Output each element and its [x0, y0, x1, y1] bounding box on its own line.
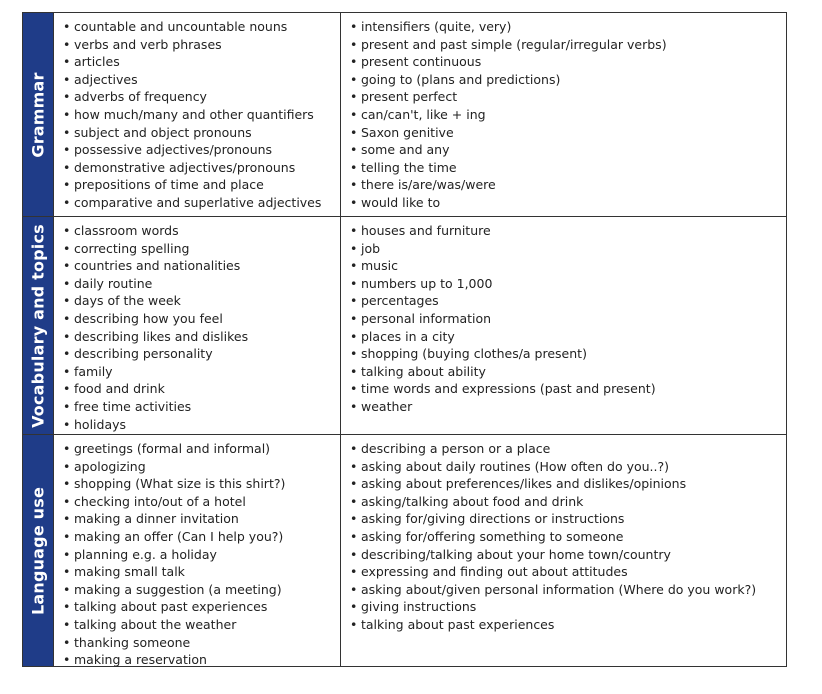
language-use-right-column — [340, 435, 786, 666]
grammar-right-column — [340, 13, 786, 216]
list-item: • present and past simple (regular/irregular verbs) — [350, 36, 786, 54]
list-item: • can/can't, like + ing — [350, 106, 786, 124]
list-item: • correcting spelling — [63, 240, 340, 258]
section-grammar — [23, 13, 786, 216]
list-item: • numbers up to 1,000 — [350, 275, 786, 293]
list-item: • telling the time — [350, 159, 786, 177]
list-item: • how much/many and other quantifiers — [63, 106, 340, 124]
list-item: • demonstrative adjectives/pronouns — [63, 159, 340, 177]
list-item: • places in a city — [350, 328, 786, 346]
list-item: • daily routine — [63, 275, 340, 293]
grammar-left-list — [54, 13, 340, 212]
language-use-right-list — [341, 435, 786, 634]
list-item: • days of the week — [63, 292, 340, 310]
list-item: • describing/talking about your home town/country — [350, 546, 786, 564]
section-heading: Grammar — [28, 71, 48, 158]
section-heading-cell — [23, 435, 53, 666]
list-item: • describing personality — [63, 345, 340, 363]
list-item: • apologizing — [63, 458, 340, 476]
list-item: • time words and expressions (past and present) — [350, 380, 786, 398]
list-item: • making a reservation — [63, 651, 340, 669]
list-item: • adverbs of frequency — [63, 88, 340, 106]
list-item: • weather — [350, 398, 786, 416]
vocabulary-left-column — [53, 217, 340, 434]
list-item: • subject and object pronouns — [63, 124, 340, 142]
list-item: • prepositions of time and place — [63, 176, 340, 194]
section-heading: Language use — [28, 486, 48, 615]
list-item: • there is/are/was/were — [350, 176, 786, 194]
list-item: • shopping (buying clothes/a present) — [350, 345, 786, 363]
list-item: • asking for/offering something to someone — [350, 528, 786, 546]
list-item: • houses and furniture — [350, 222, 786, 240]
list-item: • intensifiers (quite, very) — [350, 18, 786, 36]
vocabulary-left-list — [54, 217, 340, 433]
list-item: • countable and uncountable nouns — [63, 18, 340, 36]
list-item: • comparative and superlative adjectives — [63, 194, 340, 212]
language-use-left-column — [53, 435, 340, 666]
list-item: • thanking someone — [63, 634, 340, 652]
section-heading-cell — [23, 13, 53, 216]
list-item: • music — [350, 257, 786, 275]
list-item: • classroom words — [63, 222, 340, 240]
list-item: • holidays — [63, 416, 340, 434]
list-item: • describing how you feel — [63, 310, 340, 328]
list-item: • describing a person or a place — [350, 440, 786, 458]
list-item: • asking/talking about food and drink — [350, 493, 786, 511]
list-item: • would like to — [350, 194, 786, 212]
list-item: • free time activities — [63, 398, 340, 416]
vocabulary-right-list — [341, 217, 786, 416]
list-item: • talking about the weather — [63, 616, 340, 634]
list-item: • going to (plans and predictions) — [350, 71, 786, 89]
list-item: • shopping (What size is this shirt?) — [63, 475, 340, 493]
list-item: • family — [63, 363, 340, 381]
list-item: • greetings (formal and informal) — [63, 440, 340, 458]
list-item: • Saxon genitive — [350, 124, 786, 142]
list-item: • planning e.g. a holiday — [63, 546, 340, 564]
list-item: • talking about past experiences — [350, 616, 786, 634]
list-item: • articles — [63, 53, 340, 71]
list-item: • adjectives — [63, 71, 340, 89]
vocabulary-right-column — [340, 217, 786, 434]
list-item: • food and drink — [63, 380, 340, 398]
list-item: • asking about daily routines (How often do you..?) — [350, 458, 786, 476]
list-item: • expressing and finding out about attitudes — [350, 563, 786, 581]
list-item: • talking about past experiences — [63, 598, 340, 616]
section-vocabulary-and-topics — [23, 216, 786, 434]
grammar-left-column — [53, 13, 340, 216]
list-item: • present perfect — [350, 88, 786, 106]
list-item: • asking about preferences/likes and dislikes/opinions — [350, 475, 786, 493]
syllabus-table — [22, 12, 787, 667]
list-item: • describing likes and dislikes — [63, 328, 340, 346]
list-item: • talking about ability — [350, 363, 786, 381]
list-item: • checking into/out of a hotel — [63, 493, 340, 511]
list-item: • making small talk — [63, 563, 340, 581]
list-item: • present continuous — [350, 53, 786, 71]
list-item: • verbs and verb phrases — [63, 36, 340, 54]
section-heading: Vocabulary and topics — [28, 223, 48, 428]
list-item: • giving instructions — [350, 598, 786, 616]
list-item: • percentages — [350, 292, 786, 310]
list-item: • making a dinner invitation — [63, 510, 340, 528]
list-item: • countries and nationalities — [63, 257, 340, 275]
grammar-right-list — [341, 13, 786, 212]
list-item: • asking about/given personal information (Where do you work?) — [350, 581, 786, 599]
section-heading-cell — [23, 217, 53, 434]
language-use-left-list — [54, 435, 340, 669]
list-item: • some and any — [350, 141, 786, 159]
list-item: • possessive adjectives/pronouns — [63, 141, 340, 159]
section-language-use — [23, 434, 786, 666]
list-item: • personal information — [350, 310, 786, 328]
list-item: • making a suggestion (a meeting) — [63, 581, 340, 599]
list-item: • making an offer (Can I help you?) — [63, 528, 340, 546]
list-item: • job — [350, 240, 786, 258]
list-item: • asking for/giving directions or instructions — [350, 510, 786, 528]
